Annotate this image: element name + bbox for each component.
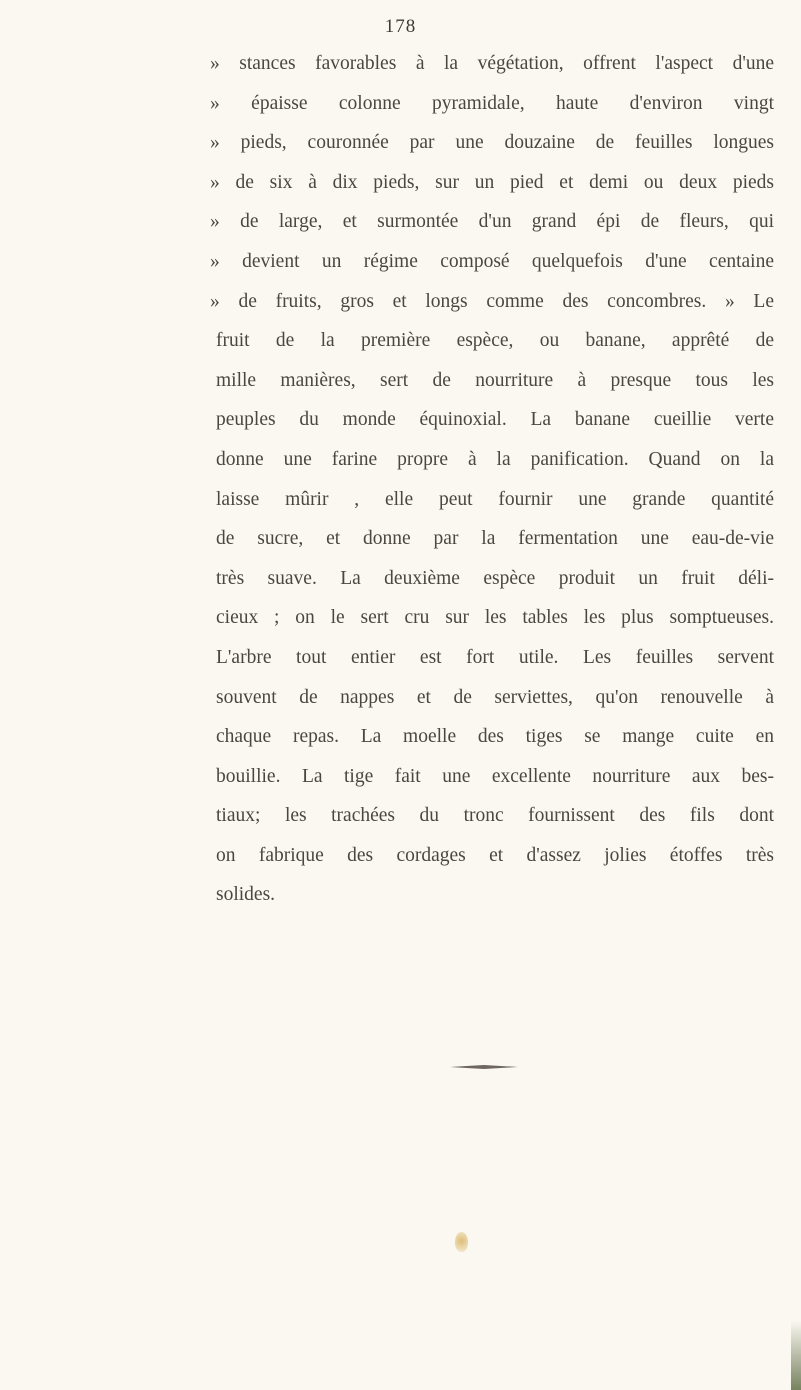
body-text [210,44,774,915]
text-line: cieux ; on le sert cru sur les tables les plus somptueuses. [216,607,774,629]
text-line: de sucre, et donne par la fermentation une eau-de-vie [216,528,774,550]
text-line: L'arbre tout entier est fort utile. Les feuilles servent [216,646,774,668]
text-line: solides. [216,884,276,906]
text-line: » pieds, couronnée par une douzaine de feuilles longues [210,132,774,154]
text-line: mille manières, sert de nourriture à presque tous les [216,369,774,391]
paper-stain [455,1232,468,1252]
text-line: laisse mûrir , elle peut fournir une grande quantité [216,488,774,510]
text-line: peuples du monde équinoxial. La banane cueillie verte [216,409,774,431]
text-line: donne une farine propre à la panification. Quand on la [216,448,774,470]
text-line: » de six à dix pieds, sur un pied et demi ou deux pieds [210,171,774,193]
page-number: 178 [384,16,417,37]
text-line: fruit de la première espèce, ou banane, apprêté de [216,330,774,352]
text-line: on fabrique des cordages et d'assez jolies étoffes très [216,844,774,866]
text-line: souvent de nappes et de serviettes, qu'on renouvelle à [216,686,774,708]
text-line: chaque repas. La moelle des tiges se mange cuite en [216,726,774,748]
text-line: bouillie. La tige fait une excellente nourriture aux bes- [216,765,774,787]
text-line: » stances favorables à la végétation, offrent l'aspect d'une [210,53,774,74]
text-line: très suave. La deuxième espèce produit un fruit déli- [216,567,774,589]
page-edge-mark [791,1320,801,1390]
section-end-ornament [448,1063,520,1071]
text-line: » de fruits, gros et longs comme des concombres. » Le [210,290,774,312]
text-line: » de large, et surmontée d'un grand épi de fleurs, qui [210,211,774,233]
text-line: » devient un régime composé quelquefois d'une centaine [210,250,774,272]
text-line: » épaisse colonne pyramidale, haute d'environ vingt [210,92,774,114]
text-line: tiaux; les trachées du tronc fournissent des fils dont [216,805,774,827]
